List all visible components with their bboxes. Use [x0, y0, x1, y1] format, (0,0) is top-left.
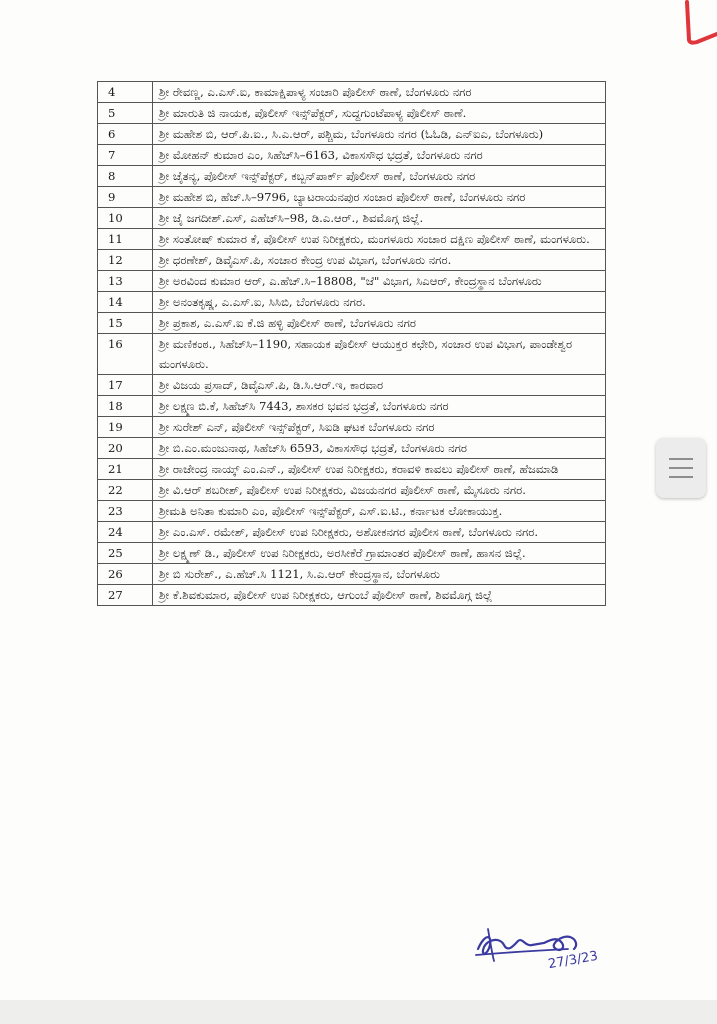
row-details: ಶ್ರೀ ಅನಂತಕೃಷ್ಣ, ಎ.ಎಸ್.ಐ, ಸಿಸಿಬಿ, ಬೆಂಗಳೂರು ನಗರ. [153, 292, 606, 313]
row-number: 24 [98, 522, 153, 543]
table-row [98, 375, 606, 396]
row-details: ಶ್ರೀ ಸಂತೋಷ್ ಕುಮಾರ ಕೆ, ಪೊಲೀಸ್ ಉಪ ನಿರೀಕ್ಷಕರು, ಮಂಗಳೂರು ಸಂಚಾರ ದಕ್ಷಿಣ ಪೊಲೀಸ್ ಠಾಣೆ, ಮಂಗಳೂರು. [153, 229, 606, 250]
row-details: ಶ್ರೀ ಮೋಹನ್ ಕುಮಾರ ಎಂ, ಸಿಹೆಚ್‌ಸಿ–6163, ವಿಕಾಸಸೌಧ ಭದ್ರತೆ, ಬೆಂಗಳೂರು ನಗರ [153, 145, 606, 166]
table-row [98, 145, 606, 166]
table-row [98, 313, 606, 334]
table-row [98, 229, 606, 250]
table-row [98, 187, 606, 208]
row-number: 18 [98, 396, 153, 417]
row-number: 27 [98, 585, 153, 606]
row-details: ಶ್ರೀ ರಾಜೇಂದ್ರ ನಾಯ್ಕ್ ಎಂ.ಎನ್., ಪೊಲೀಸ್ ಉಪ ನಿರೀಕ್ಷಕರು, ಕರಾವಳಿ ಕಾವಲು ಪೊಲೀಸ್ ಠಾಣೆ, ಹೆಜಮಾಡಿ [153, 459, 606, 480]
table-row [98, 522, 606, 543]
officer-list-table [97, 81, 606, 606]
row-number: 16 [98, 334, 153, 375]
table-row [98, 82, 606, 103]
table-row [98, 585, 606, 606]
hamburger-menu-icon[interactable] [656, 438, 706, 498]
row-details: ಶ್ರೀ ಮಣಿಕಂಠ., ಸಿಹೆಚ್‌ಸಿ–1190, ಸಹಾಯಕ ಪೊಲೀಸ್ ಆಯುಕ್ತರ ಕಛೇರಿ, ಸಂಚಾರ ಉಪ ವಿಭಾಗ, ಪಾಂಡೇಶ್ವರ ಮಂಗಳೂರು. [153, 334, 606, 375]
row-details: ಶ್ರೀ ಎಂ.ಎಸ್. ರಮೇಶ್, ಪೊಲೀಸ್ ಉಪ ನಿರೀಕ್ಷಕರು, ಅಶೋಕನಗರ ಪೊಲೀಸ ಠಾಣೆ, ಬೆಂಗಳೂರು ನಗರ. [153, 522, 606, 543]
row-details: ಶ್ರೀ ಚೈತನ್ಯ, ಪೊಲೀಸ್ ಇನ್ಸ್‌ಪೆಕ್ಟರ್, ಕಬ್ಬನ್‌ಪಾರ್ಕ್ ಪೊಲೀಸ್ ಠಾಣೆ, ಬೆಂಗಳೂರು ನಗರ [153, 166, 606, 187]
table-row [98, 438, 606, 459]
row-number: 21 [98, 459, 153, 480]
table-row [98, 459, 606, 480]
table-body [98, 82, 606, 606]
signature-date: 27/3/23 [547, 948, 600, 973]
row-number: 20 [98, 438, 153, 459]
row-number: 15 [98, 313, 153, 334]
row-details: ಶ್ರೀ ವಿಜಯ ಪ್ರಸಾದ್, ಡಿವೈಎಸ್.ಪಿ, ಡಿ.ಸಿ.ಆರ್.ಇ, ಕಾರವಾರ [153, 375, 606, 396]
table-row [98, 103, 606, 124]
row-details: ಶ್ರೀ ಲಕ್ಷ್ಮಣ್ ಡಿ., ಪೊಲೀಸ್ ಉಪ ನಿರೀಕ್ಷಕರು, ಅರಸೀಕೆರೆ ಗ್ರಾಮಾಂತರ ಪೊಲೀಸ್ ಠಾಣೆ, ಹಾಸನ ಜಿಲ್ಲೆ. [153, 543, 606, 564]
table-row [98, 417, 606, 438]
row-details: ಶ್ರೀ ವಿ.ಆರ್ ಶಬರೀಶ್, ಪೊಲೀಸ್ ಉಪ ನಿರೀಕ್ಷಕರು, ವಿಜಯನಗರ ಪೊಲೀಸ್ ಠಾಣೆ, ಮೈಸೂರು ನಗರ. [153, 480, 606, 501]
row-details: ಶ್ರೀ ಸುರೇಶ್ ಎನ್, ಪೊಲೀಸ್ ಇನ್ಸ್‌ಪೆಕ್ಟರ್, ಸಿಐಡಿ ಘಟಕ ಬೆಂಗಳೂರು ನಗರ [153, 417, 606, 438]
row-number: 10 [98, 208, 153, 229]
row-number: 19 [98, 417, 153, 438]
row-details: ಶ್ರೀ ಲಕ್ಷ್ಮಣ ಬಿ.ಕೆ, ಸಿಹೆಚ್‌ಸಿ 7443, ಶಾಸಕರ ಭವನ ಭದ್ರತೆ, ಬೆಂಗಳೂರು ನಗರ [153, 396, 606, 417]
row-number: 26 [98, 564, 153, 585]
red-pen-mark [677, 0, 717, 46]
table-row [98, 208, 606, 229]
row-details: ಶ್ರೀ ಕೆ.ಶಿವಕುಮಾರ, ಪೊಲೀಸ್ ಉಪ ನಿರೀಕ್ಷಕರು, ಆಗುಂಬೆ ಪೊಲೀಸ್ ಠಾಣೆ, ಶಿವಮೊಗ್ಗ ಜಿಲ್ಲೆ [153, 585, 606, 606]
row-number: 12 [98, 250, 153, 271]
table-row [98, 564, 606, 585]
row-details: ಶ್ರೀ ಪ್ರಕಾಶ, ಎ.ಎಸ್.ಐ ಕೆ.ಜಿ ಹಳ್ಳಿ ಪೊಲೀಸ್ ಠಾಣೆ, ಬೆಂಗಳೂರು ನಗರ [153, 313, 606, 334]
row-details: ಶ್ರೀ ಅರವಿಂದ ಕುಮಾರ ಆರ್, ಎ.ಹೆಚ್.ಸಿ–18808, "ಜೆ" ವಿಭಾಗ, ಸಿಎಆರ್, ಕೇಂದ್ರಸ್ಥಾನ ಬೆಂಗಳೂರು [153, 271, 606, 292]
row-number: 23 [98, 501, 153, 522]
bottom-bar [0, 1000, 717, 1024]
table-row [98, 543, 606, 564]
table-row [98, 124, 606, 145]
table-row [98, 396, 606, 417]
table-row [98, 166, 606, 187]
row-number: 9 [98, 187, 153, 208]
row-details: ಶ್ರೀ ಮಹೇಶ ಬಿ, ಹೆಚ್.ಸಿ–9796, ಬ್ಯಾಟರಾಯನಪುರ ಸಂಚಾರ ಪೊಲೀಸ್ ಠಾಣೆ, ಬೆಂಗಳೂರು ನಗರ [153, 187, 606, 208]
row-details: ಶ್ರೀಮತಿ ಅನಿತಾ ಕುಮಾರಿ ಎಂ, ಪೊಲೀಸ್ ಇನ್ಸ್‌ಪೆಕ್ಟರ್, ಎಸ್.ಐ.ಟಿ., ಕರ್ನಾಟಕ ಲೋಕಾಯುಕ್ತ. [153, 501, 606, 522]
row-number: 7 [98, 145, 153, 166]
row-number: 11 [98, 229, 153, 250]
row-number: 4 [98, 82, 153, 103]
table-row [98, 334, 606, 375]
row-details: ಶ್ರೀ ಬಿ ಸುರೇಶ್., ಎ.ಹೆಚ್.ಸಿ 1121, ಸಿ.ಎ.ಆರ್ ಕೇಂದ್ರಸ್ಥಾನ, ಬೆಂಗಳೂರು [153, 564, 606, 585]
table-row [98, 501, 606, 522]
row-number: 22 [98, 480, 153, 501]
row-details: ಶ್ರೀ ಧರಣೇಶ್, ಡಿವೈಎಸ್.ಪಿ, ಸಂಚಾರ ಕೇಂದ್ರ ಉಪ ವಿಭಾಗ, ಬೆಂಗಳೂರು ನಗರ. [153, 250, 606, 271]
table-row [98, 271, 606, 292]
row-number: 8 [98, 166, 153, 187]
row-number: 25 [98, 543, 153, 564]
row-number: 14 [98, 292, 153, 313]
row-number: 13 [98, 271, 153, 292]
row-number: 17 [98, 375, 153, 396]
table-row [98, 250, 606, 271]
table-row [98, 480, 606, 501]
signature-icon [470, 915, 630, 985]
row-number: 5 [98, 103, 153, 124]
row-details: ಶ್ರೀ ಮಹೇಶ ಬಿ, ಆರ್.ಪಿ.ಐ., ಸಿ.ಎ.ಆರ್, ಪಶ್ಚಿಮ, ಬೆಂಗಳೂರು ನಗರ (ಓಓಡಿ, ಎನ್‌ಐಎ, ಬೆಂಗಳೂರು) [153, 124, 606, 145]
row-details: ಶ್ರೀ ರೇವಣ್ಣ, ಎ.ಎಸ್.ಐ, ಕಾಮಾಕ್ಷಿಪಾಳ್ಯ ಸಂಚಾರಿ ಪೊಲೀಸ್ ಠಾಣೆ, ಬೆಂಗಳೂರು ನಗರ [153, 82, 606, 103]
row-details: ಶ್ರೀ ಬಿ.ಎಂ.ಮಂಜುನಾಥ, ಸಿಹೆಚ್‌ಸಿ 6593, ವಿಕಾಸಸೌಧ ಭದ್ರತೆ, ಬೆಂಗಳೂರು ನಗರ [153, 438, 606, 459]
row-details: ಶ್ರೀ ಜೈ ಜಗದೀಶ್.ಎಸ್, ಎಹೆಚ್‌ಸಿ–98, ಡಿ.ಎ.ಆರ್., ಶಿವಮೊಗ್ಗ ಜಿಲ್ಲೆ. [153, 208, 606, 229]
row-details: ಶ್ರೀ ಮಾರುತಿ ಜಿ ನಾಯಕ, ಪೊಲೀಸ್ ಇನ್ಸ್‌ಪೆಕ್ಟರ್, ಸುದ್ದಗುಂಟೆಪಾಳ್ಯ ಪೊಲೀಸ್ ಠಾಣೆ. [153, 103, 606, 124]
table-row [98, 292, 606, 313]
row-number: 6 [98, 124, 153, 145]
